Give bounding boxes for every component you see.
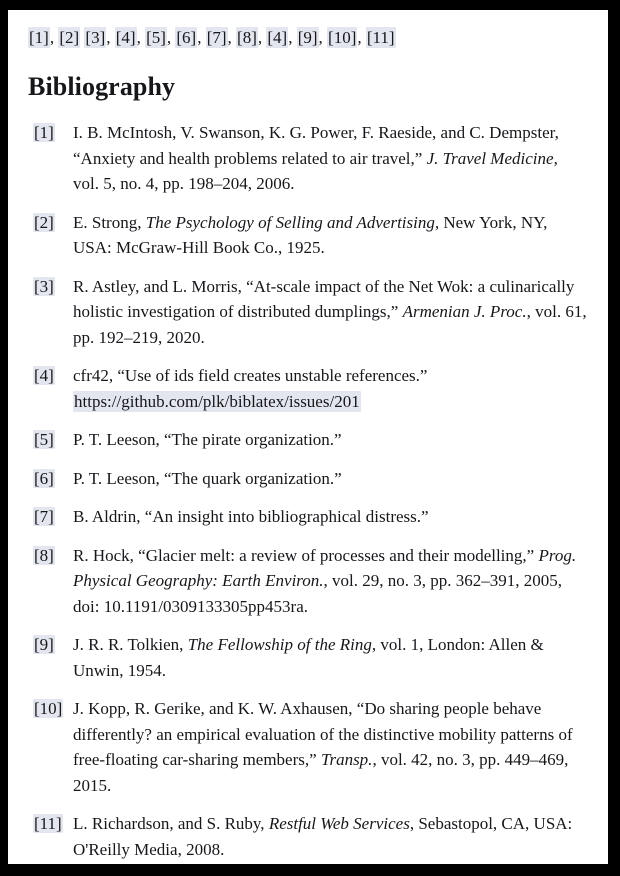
entry-text [73, 504, 588, 530]
entry-label[interactable] [33, 811, 63, 837]
entry-label-number[interactable]: [10] [34, 699, 63, 718]
entry-text [73, 811, 588, 862]
entry-text-segment: I. B. McIntosh, V. Swanson, K. G. Power, F. Raeside, and C. Dempster, “Anxiety and health problems related to air travel,” [73, 123, 559, 168]
entry-text-segment: J. R. R. Tolkien, [73, 635, 188, 654]
citation-link[interactable]: [2] [59, 28, 80, 47]
entry-text-segment: , vol. 5, no. 4, pp. 198–204, 2006. [73, 148, 558, 193]
citation-link[interactable]: [4] [115, 28, 136, 47]
entry-text-segment: , New York, NY, USA: McGraw-Hill Book Co., 1925. [73, 212, 548, 257]
entry-label-number[interactable]: [8] [34, 545, 54, 565]
entry-label[interactable] [33, 274, 55, 300]
entry-text [73, 466, 588, 492]
entry-text-segment: B. Aldrin, “An insight into bibliographical distress.” [73, 507, 429, 526]
entry-text-segment: J. Kopp, R. Gerike, and K. W. Axhausen, “Do sharing people behave differently? an empirical evaluation of the distinctive mobility patterns of free-floating car-sharing members,” [73, 699, 573, 769]
entry-label[interactable] [33, 632, 55, 658]
citation-separator: , [288, 28, 297, 47]
work-title-italic: Restful Web Services [268, 814, 410, 833]
entry-text-segment: E. Strong, [73, 212, 146, 232]
entry-label[interactable] [33, 210, 55, 236]
citation-separator: , [357, 28, 366, 47]
entry-label-number[interactable]: [6] [34, 468, 54, 488]
entry-text [73, 363, 588, 414]
bibliography-entry [28, 543, 588, 620]
entry-text [73, 632, 588, 683]
bibliography-entry [28, 632, 588, 683]
citation-separator: , [257, 28, 267, 47]
citation-separator: , [136, 28, 146, 47]
bibliography-heading: Bibliography [28, 72, 176, 101]
bibliography-entry [28, 363, 588, 414]
entry-label-number[interactable]: [11] [34, 814, 62, 833]
work-title-italic: Prog. Physical Geography: Earth Environ. [73, 545, 577, 590]
bibliography-entry [28, 274, 588, 351]
citation-link[interactable]: [9] [297, 28, 318, 47]
entry-text [73, 543, 588, 620]
entry-text-segment: R. Astley, and L. Morris, “At-scale impact of the Net Wok: a culinarically holistic investigation of distributed dumplings,” [73, 276, 575, 321]
citation-link[interactable]: [5] [146, 28, 166, 47]
work-title-italic: The Fellowship of the Ring [187, 635, 372, 654]
bibliography-entry [28, 120, 588, 197]
entry-label[interactable] [33, 363, 55, 389]
work-title-italic: Transp. [320, 750, 373, 769]
citation-separator: , [318, 28, 328, 47]
citation-separator: , [166, 28, 176, 47]
entry-label[interactable] [33, 504, 55, 530]
work-title-italic: J. Travel Medicine [426, 148, 554, 168]
entry-text-segment: R. Hock, “Glacier melt: a review of processes and their modelling,” [73, 545, 539, 565]
entry-label-number[interactable]: [4] [34, 366, 54, 385]
entry-label[interactable] [33, 543, 55, 569]
entry-text-segment: cfr42, “Use of ids field creates unstable references.” [73, 366, 428, 385]
citation-link[interactable]: [1] [29, 28, 49, 47]
bibliography-entry [28, 504, 588, 530]
bibliography-list [28, 120, 588, 862]
entry-text [73, 210, 588, 261]
citation-separator: , [49, 28, 59, 47]
entry-text [73, 696, 588, 798]
entry-label-number[interactable]: [7] [34, 507, 54, 526]
citation-separator: , [197, 28, 206, 47]
entry-label[interactable] [33, 696, 63, 722]
bibliography-entry [28, 811, 588, 862]
document-page [8, 10, 608, 864]
entry-text-segment: , Sebastopol, CA, USA: O'Reilly Media, 2008. [73, 814, 573, 859]
entry-label[interactable] [33, 427, 55, 453]
citation-separator: , [227, 28, 237, 47]
url-link[interactable]: https://github.com/plk/biblatex/issues/201 [74, 391, 360, 411]
entry-text [73, 120, 588, 197]
citation-link[interactable]: [10] [328, 28, 357, 47]
entry-label-number[interactable]: [2] [34, 212, 54, 232]
citation-link[interactable]: [7] [206, 28, 227, 47]
entry-label[interactable] [33, 466, 55, 492]
citation-link[interactable]: [4] [267, 28, 288, 47]
entry-text [73, 274, 588, 351]
work-title-italic: Armenian J. Proc. [402, 302, 527, 321]
work-title-italic: The Psychology of Selling and Advertising [145, 212, 435, 232]
entry-text-segment: P. T. Leeson, “The pirate organization.” [73, 430, 342, 449]
entry-text [73, 427, 588, 453]
citation-separator: , [106, 28, 115, 47]
entry-text-segment: , vol. 29, no. 3, pp. 362–391, 2005, doi: 10.1191/0309133305pp453ra. [73, 571, 563, 616]
bibliography-entry [28, 466, 588, 492]
entry-label-number[interactable]: [9] [34, 635, 54, 654]
citation-link[interactable]: [3] [85, 28, 106, 47]
entry-label[interactable] [33, 120, 55, 146]
entry-text-segment: , vol. 42, no. 3, pp. 449–469, 2015. [73, 750, 569, 795]
entry-text-segment: P. T. Leeson, “The quark organization.” [73, 468, 342, 488]
entry-label-number[interactable]: [5] [34, 430, 54, 449]
entry-text-segment: L. Richardson, and S. Ruby, [73, 814, 269, 833]
entry-label-number[interactable]: [3] [34, 276, 54, 296]
bibliography-entry [28, 210, 588, 261]
bibliography-entry [28, 696, 588, 798]
entry-label-number[interactable]: [1] [34, 123, 54, 142]
citation-link[interactable]: [6] [176, 28, 197, 47]
entry-text-segment: , vol. 1, London: Allen & Unwin, 1954. [73, 635, 544, 680]
citation-link[interactable]: [11] [366, 28, 395, 47]
citation-link[interactable]: [8] [237, 28, 257, 47]
citation-row [28, 27, 588, 49]
entry-text-segment: , vol. 61, pp. 192–219, 2020. [73, 302, 587, 347]
bibliography-entry [28, 427, 588, 453]
